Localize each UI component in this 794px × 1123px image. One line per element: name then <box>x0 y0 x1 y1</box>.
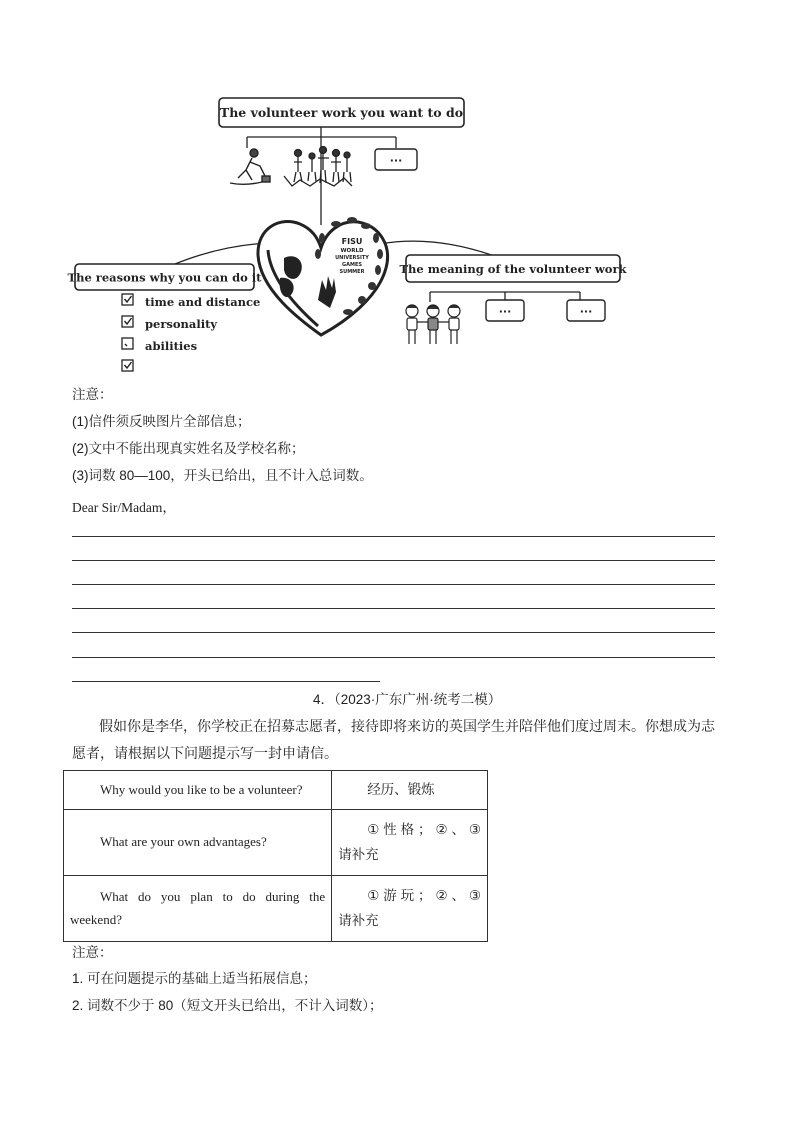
notes-title: 注意： <box>72 387 113 402</box>
top-box <box>219 98 464 127</box>
answer-text: 请补充 <box>338 846 379 862</box>
note-item: 2. 词数不少于 80（短文开头已给出，不计入词数）； <box>72 998 383 1013</box>
reason-item <box>122 338 197 353</box>
answer-cell <box>332 810 488 876</box>
question-source: （2023·广东广州·统考二模） <box>334 692 502 707</box>
ellipsis-label: ··· <box>389 154 403 167</box>
notes-title: 注意： <box>72 945 113 960</box>
question-4-header <box>313 693 501 707</box>
answer-text: ①游玩；②、③ <box>367 888 481 904</box>
question-table <box>63 770 488 942</box>
cleaning-volunteer-icon <box>230 149 270 184</box>
ellipsis-label: ··· <box>579 305 593 318</box>
logo-university: UNIVERSITY <box>335 255 369 261</box>
heart-graphic <box>258 217 388 335</box>
volunteer-group-icon <box>284 147 352 187</box>
question-cell <box>64 771 332 810</box>
reason-label: personality <box>145 317 218 331</box>
writing-line[interactable] <box>72 632 715 633</box>
checkbox-icon <box>122 294 133 305</box>
ellipsis-box-top <box>375 149 417 170</box>
answer-text: 请补充 <box>338 912 379 928</box>
note-item: (3)词数 80—100，开头已给出，且不计入总词数。 <box>72 468 373 483</box>
meaning-box <box>400 255 628 282</box>
ellipsis-box-meaning-1 <box>486 300 524 321</box>
answer-cell <box>332 876 488 942</box>
table-row <box>64 876 488 942</box>
table-row <box>64 810 488 876</box>
volunteer-mind-map <box>0 0 794 385</box>
answer-text: ①性格；②、③ <box>367 822 481 838</box>
children-icon <box>406 305 460 344</box>
question-text: weekend? <box>70 911 122 927</box>
question-prompt-line-1: 假如你是李华，你学校正在招募志愿者，接待即将来访的英国学生并陪伴他们度过周末。你想成为志 <box>99 718 715 734</box>
question-cell <box>64 810 332 876</box>
note-item: 1. 可在问题提示的基础上适当拓展信息； <box>72 971 317 986</box>
letter-greeting: Dear Sir/Madam， <box>72 500 176 515</box>
reasons-list <box>122 294 260 371</box>
meaning-box-label: The meaning of the volunteer work <box>399 262 627 276</box>
reason-item <box>122 316 217 331</box>
logo-games: GAMES <box>342 262 362 268</box>
question-text: What do you plan to do during the <box>100 889 326 905</box>
note-item: (2)文中不能出现真实姓名及学校名称； <box>72 441 305 456</box>
logo-summer: SUMMER <box>339 269 365 275</box>
note-item: (1)信件须反映图片全部信息； <box>72 414 251 429</box>
writing-line[interactable] <box>72 657 715 658</box>
writing-line[interactable] <box>72 681 380 682</box>
question-number: 4． <box>313 692 335 707</box>
answer-cell <box>332 771 488 810</box>
answer-text: 经历、锻炼 <box>367 781 435 797</box>
reasons-box <box>68 264 263 290</box>
writing-line[interactable] <box>72 584 715 585</box>
top-box-label: The volunteer work you want to do <box>219 105 464 120</box>
question-text: Why would you like to be a volunteer? <box>100 781 303 797</box>
table-row <box>64 771 488 810</box>
checkbox-icon <box>122 360 133 371</box>
question-prompt-line-2: 愿者，请根据以下问题提示写一封申请信。 <box>72 745 338 761</box>
writing-line[interactable] <box>72 536 715 537</box>
ellipsis-label: ··· <box>498 305 512 318</box>
reasons-box-label: The reasons why you can do it <box>67 270 262 285</box>
writing-line[interactable] <box>72 608 715 609</box>
reason-item <box>122 294 260 309</box>
writing-line[interactable] <box>72 560 715 561</box>
question-text: What are your own advantages? <box>100 834 267 850</box>
logo-fisu: FISU <box>341 237 363 246</box>
question-cell <box>64 876 332 942</box>
checkbox-icon <box>122 316 133 327</box>
ellipsis-box-meaning-2 <box>567 300 605 321</box>
reason-label: abilities <box>145 339 198 353</box>
reason-item <box>122 360 133 371</box>
reason-label: time and distance <box>145 295 261 309</box>
logo-world: WORLD <box>340 248 364 254</box>
checkbox-icon <box>122 338 133 349</box>
